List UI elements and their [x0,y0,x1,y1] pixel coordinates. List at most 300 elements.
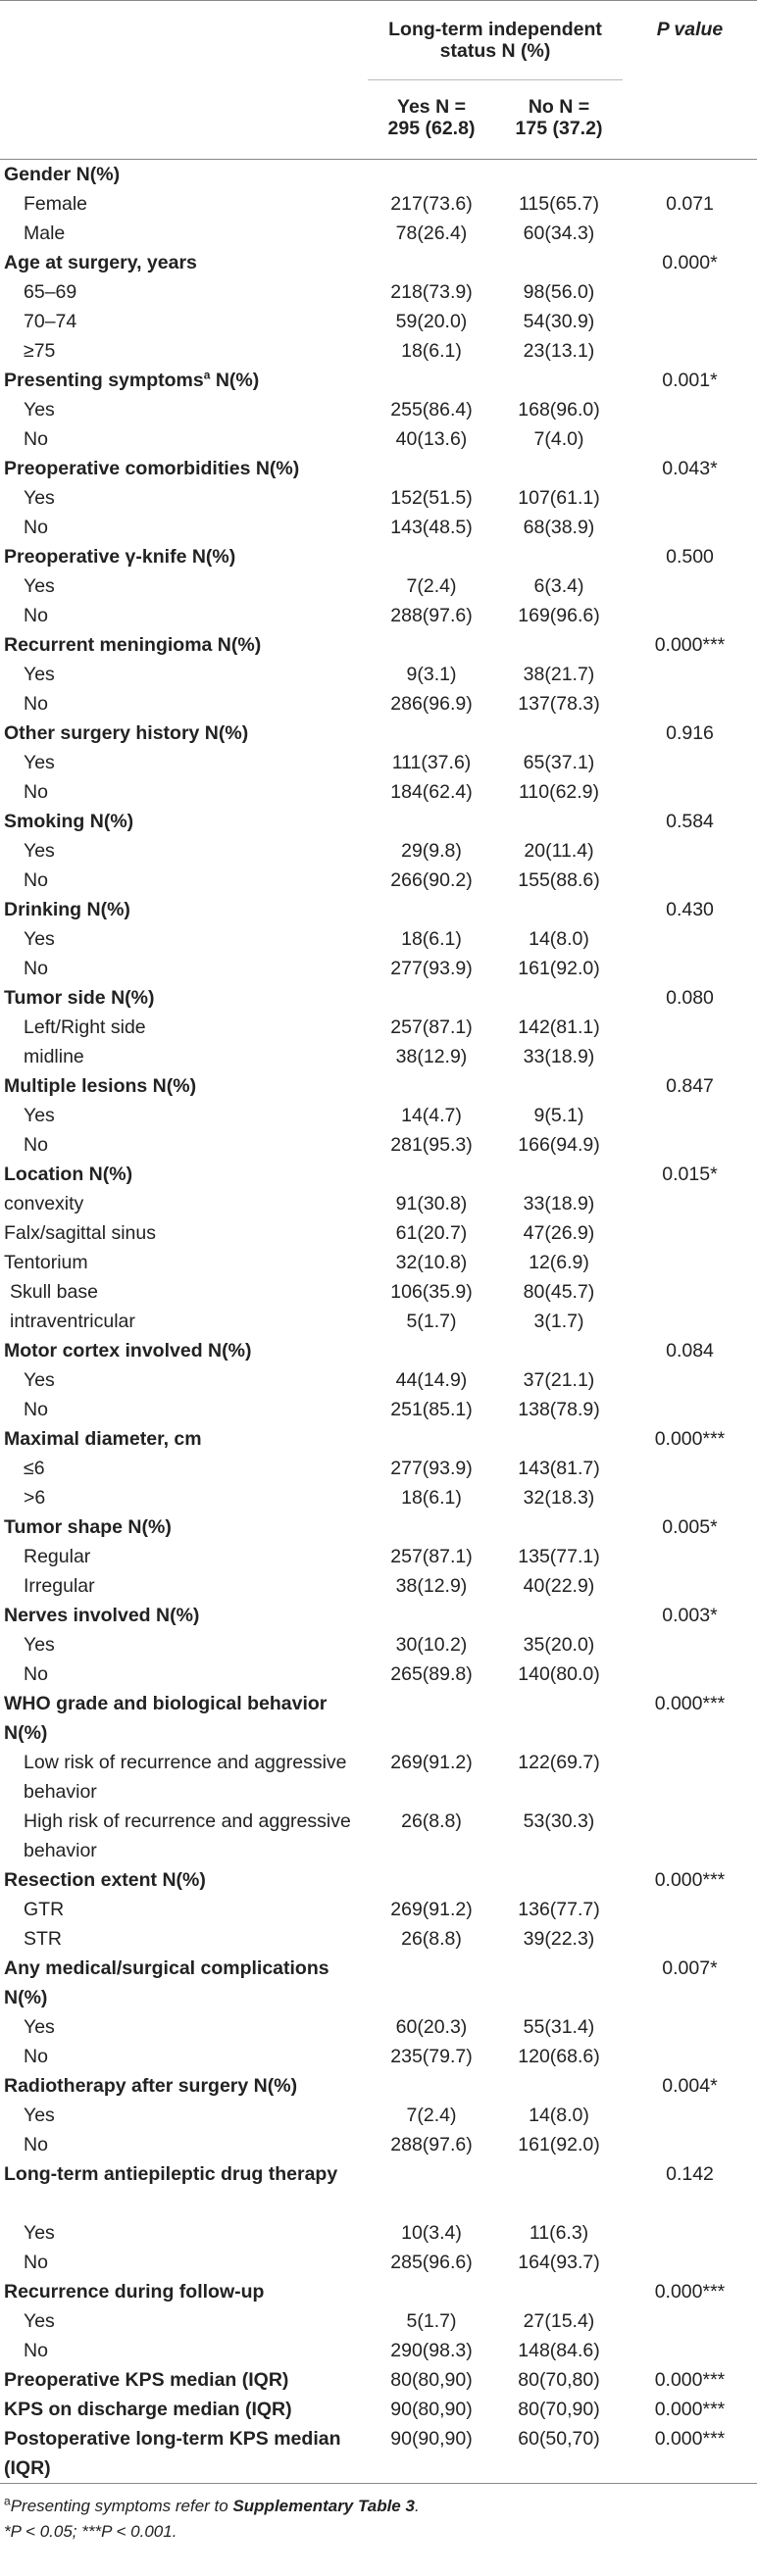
row-label-text: Male [24,223,66,244]
yes-value: 32(10.8) [395,1252,468,1273]
yes-value: 255(86.4) [390,399,473,421]
yes-value: 18(6.1) [401,1487,462,1509]
no-value: 55(31.4) [523,2016,595,2038]
table-row [0,601,757,630]
table-row [0,895,757,924]
yes-value: 29(9.8) [401,840,462,862]
row-label-text: No [24,869,48,891]
table-row [0,1924,757,1954]
yes-value: 91(30.8) [395,1193,468,1214]
table-row [0,748,757,777]
yes-value: 111(37.6) [391,752,472,773]
p-value [623,1395,757,1424]
no-header-text: No N = 175 (37.2) [515,96,603,139]
table-row [0,2336,757,2365]
no-value [495,1689,623,1748]
row-category-label [0,2424,368,2484]
row-sub-label [0,1748,368,1807]
no-value: 169(96.6) [518,605,600,626]
yes-value: 26(8.8) [401,1810,462,1832]
table-row [0,336,757,366]
p-value [623,1307,757,1336]
p-value [623,1807,757,1865]
no-value: 138(78.9) [518,1399,600,1420]
p-value [623,777,757,807]
p-value [623,2101,757,2130]
yes-value: 277(93.9) [390,1458,473,1479]
p-value: 0.004* [662,2075,718,2097]
table-row [0,689,757,718]
table-row [0,2277,757,2306]
no-value: 148(84.6) [518,2340,600,2361]
yes-value [368,2071,495,2101]
no-value [495,895,623,924]
table-row [0,1542,757,1571]
row-sub-label [0,748,368,777]
table-row [0,219,757,248]
row-sub-label [0,1630,368,1660]
p-value [623,571,757,601]
table-row [0,1689,757,1748]
p-value [623,160,757,190]
p-value: 0.000*** [654,1693,726,1714]
row-label-text: Tumor side N(%) [4,987,155,1009]
row-label-text: Location N(%) [4,1164,133,1185]
yes-value [368,1865,495,1895]
row-label-text: Yes [24,840,55,862]
row-label-text: Maximal diameter, cm [4,1428,202,1450]
no-value: 115(65.7) [518,193,600,215]
p-value [623,1542,757,1571]
no-value: 23(13.1) [523,340,595,362]
row-sub-label [0,2101,368,2130]
table-row [0,483,757,513]
p-value: 0.000*** [654,2399,726,2420]
table-row [0,1895,757,1924]
no-value: 60(34.3) [523,223,595,244]
row-label-text: >6 [24,1487,46,1509]
yes-value: 30(10.2) [395,1634,468,1656]
p-value: 0.000*** [654,2369,726,2391]
no-value [495,1601,623,1630]
table-row [0,395,757,424]
p-value [623,924,757,954]
no-value: 12(6.9) [529,1252,589,1273]
row-sub-label [0,483,368,513]
p-value: 0.430 [666,899,714,920]
row-category-label [0,1954,368,2012]
yes-value [368,1336,495,1365]
row-category-label [0,160,368,190]
yes-header-text: Yes N = 295 (62.8) [387,96,476,139]
row-category-label [0,2395,368,2424]
row-label-text: Preoperative KPS median (IQR) [4,2369,289,2391]
no-value [495,1865,623,1895]
row-sub-label [0,2248,368,2277]
row-sub-label [0,189,368,219]
p-value: 0.000* [662,252,718,273]
no-value [495,1071,623,1101]
table-row [0,660,757,689]
table-row [0,2159,757,2218]
table-row [0,1660,757,1689]
row-label-text: intraventricular [10,1311,135,1332]
row-label-text: KPS on discharge median (IQR) [4,2399,292,2420]
row-category-label [0,1689,368,1748]
row-sub-label [0,307,368,336]
p-value: 0.015* [662,1164,718,1185]
p-value [623,1660,757,1689]
row-sub-label [0,2042,368,2071]
p-value [623,660,757,689]
no-value: 107(61.1) [518,487,600,509]
row-category-label [0,366,368,395]
yes-value [368,1071,495,1101]
yes-value [368,1954,495,2012]
no-value [495,160,623,190]
no-value: 80(70,80) [518,2369,600,2391]
row-label-text: Multiple lesions N(%) [4,1075,197,1097]
row-sub-label [0,2130,368,2159]
footnotes [0,2494,757,2545]
yes-value [368,983,495,1013]
p-value [623,1042,757,1071]
yes-value [368,1601,495,1630]
yes-value: 90(90,90) [368,2424,495,2484]
row-label-text: No [24,1134,48,1156]
yes-value: 235(79.7) [390,2046,473,2067]
p-value: 0.001* [662,370,718,391]
table-row [0,2042,757,2071]
table-row [0,954,757,983]
p-value [623,2336,757,2365]
p-value [623,307,757,336]
p-value: 0.071 [666,193,714,215]
row-label-text: Nerves involved N(%) [4,1605,200,1626]
yes-value: 7(2.4) [406,575,457,597]
row-label-text: Preoperative γ-knife N(%) [4,546,236,568]
row-label-text: 65–69 [24,281,77,303]
table-row [0,1307,757,1336]
no-value: 32(18.3) [523,1487,595,1509]
table-row [0,1130,757,1160]
yes-value: 44(14.9) [395,1369,468,1391]
yes-value: 288(97.6) [390,605,473,626]
row-label-text: Left/Right side [24,1016,146,1038]
no-value: 140(80.0) [518,1663,600,1685]
p-value [623,1277,757,1307]
no-value: 53(30.3) [523,1810,595,1832]
row-sub-label [0,660,368,689]
table-row [0,1071,757,1101]
row-label-text: No [24,2252,48,2273]
row-category-label [0,983,368,1013]
no-value: 166(94.9) [518,1134,600,1156]
row-label-text: Yes [24,928,55,950]
group-header: Long-term independent status N (%) [368,1,623,80]
p-value [623,2248,757,2277]
table-row [0,1601,757,1630]
row-sub-label [0,2012,368,2042]
row-label-text: Drinking N(%) [4,899,130,920]
row-sub-label [0,1248,368,1277]
p-value [623,2012,757,2042]
row-category-label [0,1160,368,1189]
yes-value: 266(90.2) [390,869,473,891]
row-label-text: Postoperative long-term KPS median (IQR) [4,2428,341,2479]
row-sub-label [0,277,368,307]
row-sub-label [0,1218,368,1248]
table-row [0,1512,757,1542]
p-value [623,2130,757,2159]
yes-value [368,718,495,748]
yes-value: 184(62.4) [390,781,473,803]
row-sub-label [0,1571,368,1601]
p-value [623,219,757,248]
row-category-label [0,2277,368,2306]
footnote-significance [4,2519,757,2545]
table-row [0,1748,757,1807]
no-value: 33(18.9) [523,1193,595,1214]
yes-value: 218(73.9) [390,281,473,303]
table-row [0,1483,757,1512]
table-row [0,2012,757,2042]
p-value [623,2042,757,2071]
row-label-text: No [24,1663,48,1685]
yes-value: 269(91.2) [390,1752,473,1773]
row-label-text: No [24,2046,48,2067]
no-value [495,1954,623,2012]
p-value [623,1748,757,1807]
table-row [0,1365,757,1395]
no-value [495,2071,623,2101]
pvalue-header-text: P value [656,19,724,40]
yes-value: 7(2.4) [406,2105,457,2126]
no-value: 47(26.9) [523,1222,595,1244]
p-value [623,836,757,866]
row-label-text: Yes [24,2105,55,2126]
no-value: 39(22.3) [523,1928,595,1950]
row-label-text: No [24,605,48,626]
row-sub-label [0,1365,368,1395]
p-value: 0.847 [666,1075,714,1097]
no-value: 11(6.3) [529,2222,589,2244]
table-row [0,248,757,277]
row-label-text: Yes [24,399,55,421]
yes-value: 59(20.0) [395,311,468,332]
row-label-text: Long-term antiepileptic drug therapy [4,2163,338,2185]
row-sub-label [0,1924,368,1954]
yes-value: 60(20.3) [395,2016,468,2038]
row-category-label [0,1512,368,1542]
row-label-text: STR [24,1928,62,1950]
row-label-text: Tumor shape N(%) [4,1516,172,1538]
p-value [623,954,757,983]
row-label-text: No [24,2134,48,2155]
no-value [495,630,623,660]
footnote-a-end: . [414,2497,420,2515]
yes-value [368,807,495,836]
row-sub-label [0,1895,368,1924]
row-label-text: Skull base [10,1281,98,1303]
footnote-a-text: Presenting symptoms refer to [10,2497,233,2515]
table-row [0,2071,757,2101]
row-label-text: Falx/sagittal sinus [4,1222,156,1244]
no-value: 80(45.7) [523,1281,595,1303]
row-sub-label [0,1660,368,1689]
table-row [0,1336,757,1365]
row-sub-label [0,1454,368,1483]
p-value [623,483,757,513]
row-label-text: Preoperative comorbidities N(%) [4,458,300,479]
p-value [623,1924,757,1954]
row-sub-label [0,513,368,542]
table-row [0,2248,757,2277]
table-row [0,983,757,1013]
row-label-text: Yes [24,2222,55,2244]
p-value [623,1013,757,1042]
yes-value [368,454,495,483]
no-value [495,366,623,395]
no-value: 161(92.0) [518,958,600,979]
yes-value: 40(13.6) [395,428,468,450]
row-label-text: Recurrence during follow-up [4,2281,265,2303]
yes-value [368,542,495,571]
yes-value: 285(96.6) [390,2252,473,2273]
row-label-text: No [24,958,48,979]
table-row [0,2424,757,2484]
row-sub-label [0,1807,368,1865]
p-value: 0.916 [666,722,714,744]
row-sub-label [0,924,368,954]
no-value: 20(11.4) [524,840,594,862]
no-value [495,1424,623,1454]
p-value [623,1248,757,1277]
table-row [0,2218,757,2248]
row-label-text: Any medical/surgical complications N(%) [4,1957,329,2008]
row-label-text: No [24,1399,48,1420]
no-value [495,2277,623,2306]
row-sub-label [0,689,368,718]
row-sub-label [0,1101,368,1130]
table-row [0,2101,757,2130]
table-row [0,2365,757,2395]
yes-value [368,160,495,190]
table-row [0,777,757,807]
p-value [623,336,757,366]
table-row [0,1424,757,1454]
no-value: 35(20.0) [523,1634,595,1656]
no-value: 14(8.0) [529,928,589,950]
row-label-text: Low risk of recurrence and aggressive behavior [24,1752,347,1803]
no-value: 168(96.0) [518,399,600,421]
footnote-sig-text: *P < 0.05; ***P < 0.001. [4,2522,177,2541]
p-value [623,424,757,454]
table-row [0,1865,757,1895]
p-value [623,2306,757,2336]
footnote-a-marker: a [4,2494,11,2508]
row-category-label [0,2159,368,2218]
yes-value [368,1512,495,1542]
no-value: 38(21.7) [523,664,595,685]
no-value [495,542,623,571]
yes-value: 286(96.9) [390,693,473,715]
yes-value: 143(48.5) [390,517,473,538]
row-sub-label [0,336,368,366]
p-value: 0.000*** [654,1428,726,1450]
p-value: 0.043* [662,458,718,479]
yes-value: 290(98.3) [390,2340,473,2361]
row-label-text: Gender N(%) [4,164,121,185]
no-value [495,1336,623,1365]
yes-value: 18(6.1) [401,928,462,950]
p-value [623,1365,757,1395]
yes-value: 277(93.9) [390,958,473,979]
row-sub-label [0,219,368,248]
table-row [0,1571,757,1601]
no-value: 164(93.7) [518,2252,600,2273]
pvalue-header [623,1,757,160]
no-value: 3(1.7) [533,1311,584,1332]
no-value: 60(50,70) [495,2424,623,2484]
row-sub-label [0,1042,368,1071]
yes-value: 14(4.7) [401,1105,462,1126]
yes-value [368,248,495,277]
table-row [0,836,757,866]
yes-value: 10(3.4) [401,2222,462,2244]
row-category-label [0,1071,368,1101]
row-label-text: Yes [24,664,55,685]
no-value: 54(30.9) [523,311,595,332]
p-value: 0.084 [666,1340,714,1362]
row-label-text: GTR [24,1899,65,1920]
yes-value: 257(87.1) [390,1546,473,1567]
p-value: 0.142 [666,2163,714,2185]
yes-value: 9(3.1) [406,664,457,685]
p-value: 0.000*** [623,2424,757,2484]
no-value: 155(88.6) [518,869,600,891]
p-value [623,866,757,895]
row-sub-label [0,601,368,630]
yes-value: 269(91.2) [390,1899,473,1920]
yes-value: 78(26.4) [395,223,468,244]
row-label-text: Smoking N(%) [4,811,134,832]
table-row [0,307,757,336]
no-header [495,80,623,160]
no-value: 142(81.1) [518,1016,600,1038]
row-category-label [0,2365,368,2395]
p-value [623,1189,757,1218]
p-value [623,2218,757,2248]
table-row [0,1189,757,1218]
p-value [623,277,757,307]
table-row [0,542,757,571]
row-label-text: Tentorium [4,1252,88,1273]
no-value: 65(37.1) [523,752,595,773]
yes-value: 257(87.1) [390,1016,473,1038]
no-value: 143(81.7) [518,1458,600,1479]
p-value [623,1630,757,1660]
table-row [0,718,757,748]
row-sub-label [0,1542,368,1571]
row-sub-label [0,2306,368,2336]
row-label-text: High risk of recurrence and aggressive behavior [24,1810,351,1861]
yes-value: 90(80,90) [390,2399,473,2420]
table-row [0,1248,757,1277]
no-value: 161(92.0) [518,2134,600,2155]
table-row [0,366,757,395]
yes-value: 26(8.8) [401,1928,462,1950]
